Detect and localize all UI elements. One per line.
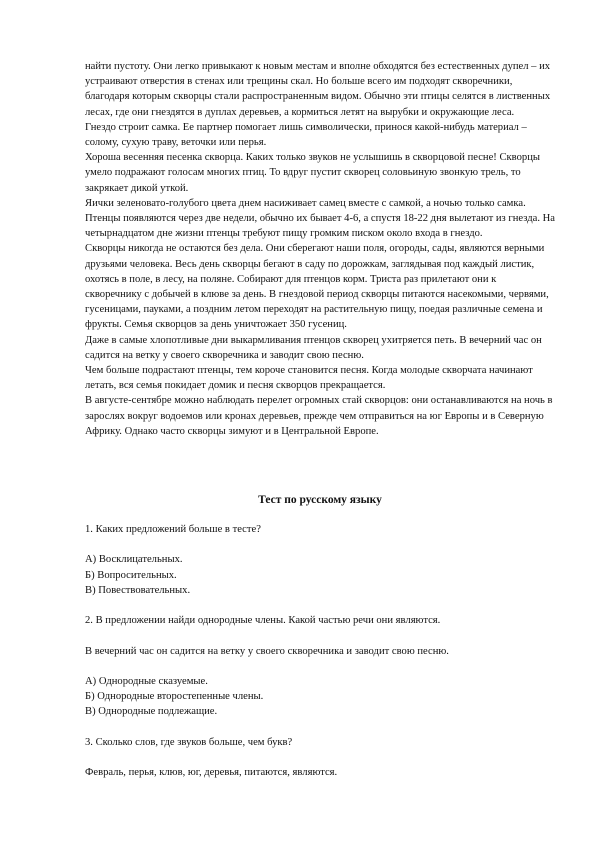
option: В) Повествовательных.: [85, 584, 191, 596]
paragraph: Чем больше подрастают птенцы, тем короче становится песня. Когда молодые скворчата начинают летать, вся семья покидает домик и песня скворцов прекращается.: [85, 365, 533, 392]
question-2: 2. В предложении найди однородные члены. Какой частью речи они являются.: [85, 615, 441, 627]
test-title: Тест по русскому языку: [258, 494, 382, 506]
question-3: 3. Сколько слов, где звуков больше, чем букв?: [85, 736, 293, 748]
story-text: [85, 59, 555, 439]
test-section: [85, 522, 555, 780]
option: Б) Вопросительных.: [85, 569, 177, 581]
option: В) Однородные подлежащие.: [85, 706, 218, 718]
paragraph: В августе-сентябре можно наблюдать перелет огромных стай скворцов: они останавливаются на ночь в зарослях вокруг водоемов или кронах деревьев, прежде чем отправиться на юг Европы и в Северную Африку. Однако часто скворцы зимуют и в Центральной Европе.: [85, 395, 553, 437]
option: А) Однородные сказуемые.: [85, 675, 208, 687]
question-3-words: Февраль, перья, клюв, юг, деревья, питаются, являются.: [85, 767, 338, 779]
paragraph: Гнездо строит самка. Ее партнер помогает лишь символически, принося какой-нибудь материал – солому, сухую траву, веточки или перья.: [85, 121, 527, 149]
option: Б) Однородные второстепенные члены.: [85, 691, 264, 703]
paragraph: Скворцы никогда не остаются без дела. Они сберегают наши поля, огороды, сады, являются верными друзьями человека. Весь день скворцы бегают в саду по дорожкам, заглядывая под каждый листик, охотясь в поле, в лесу, на поляне. Собирают для птенцов корм. Триста раз прилетают они к скворечнику с добычей в клюве за день. В гнездовой период скворцы питаются насекомыми, червями, гусеницами, пауками, а поздним летом переходят на растительную пищу, поедая различные семена и фрукты. Семья скворцов за день уничтожает 350 гусениц.: [85, 243, 549, 331]
paragraph: Даже в самые хлопотливые дни выкармливания птенцов скворец ухитряется петь. В вечерний час он садится на ветку у своего скворечника и заводит свою песню.: [85, 334, 542, 361]
paragraph: Яички зеленовато-голубого цвета днем насиживает самец вместе с самкой, а ночью только самка. Птенцы появляются через две недели, обычно их бывает 4-6, а спустя 18-22 дня вылетают из гнезда. На четырнадцатом дне жизни птенцы требуют пищу громким писком около входа в гнездо.: [85, 197, 555, 240]
paragraph: найти пустоту. Они легко привыкают к новым местам и вполне обходятся без естественных дупел – их устраивают отверстия в стенах или трещины скал. Но больше всего им подходят скворечники, благодаря которым скворцы стали распространенным видом. Обычно эти птицы селятся в лиственных лесах, где они гнездятся в дуплах деревьев, а кормиться летят на вырубки и окружающие леса.: [85, 61, 551, 118]
question-2-sentence: В вечерний час он садится на ветку у своего скворечника и заводит свою песню.: [85, 645, 449, 657]
option: А) Восклицательных.: [85, 554, 183, 566]
question-1: 1. Каких предложений больше в тесте?: [85, 524, 261, 535]
paragraph: Хороша весенняя песенка скворца. Каких только звуков не услышишь в скворцовой песне! Скворцы умело подражают голосам многих птиц. То вдруг пустит скворец соловьиную звонкую трель, то закрякает дикой уткой.: [85, 152, 540, 194]
